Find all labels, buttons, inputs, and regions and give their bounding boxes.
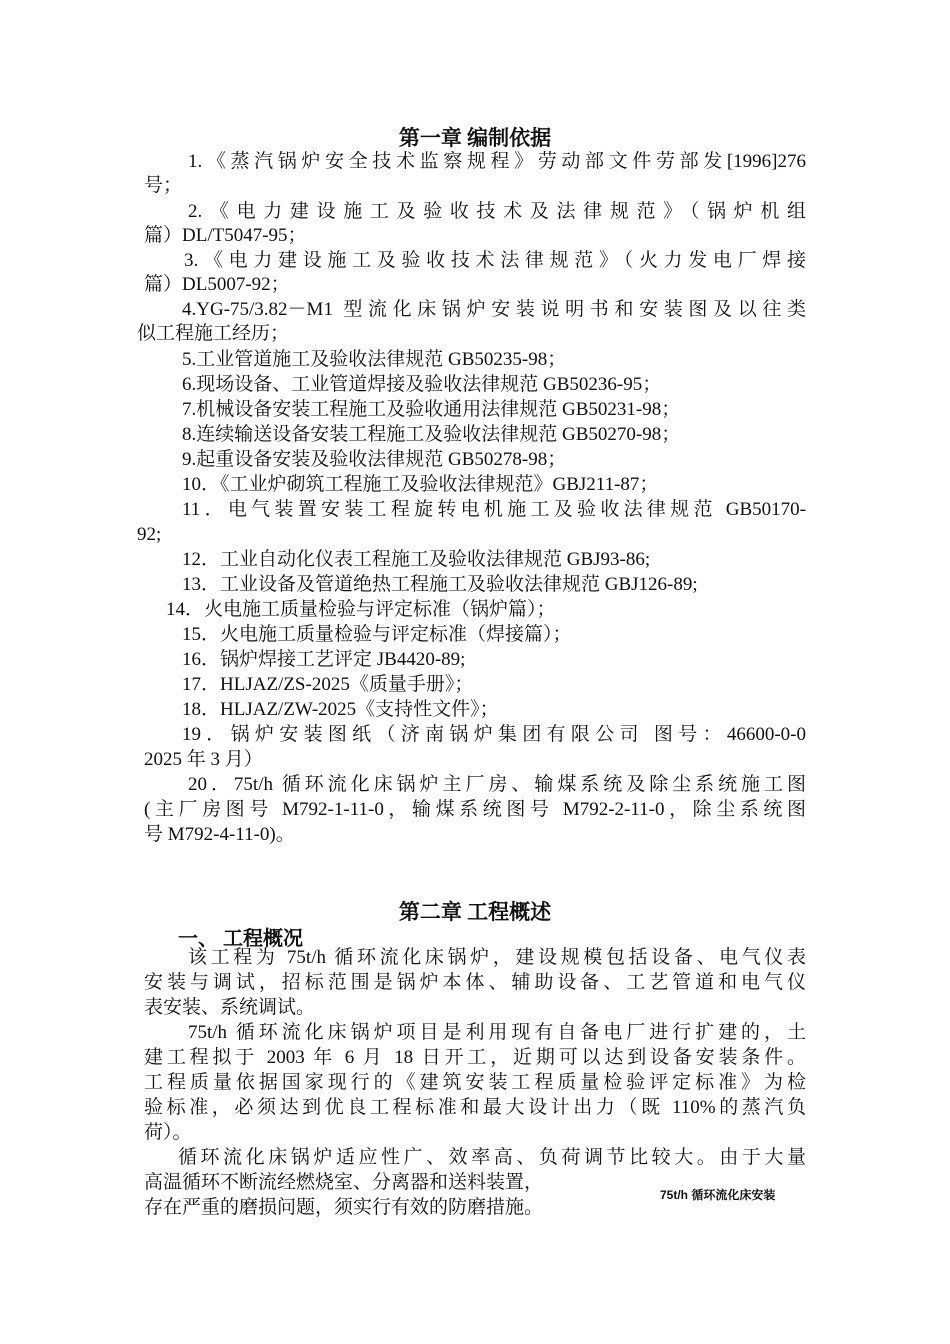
ref-line: 13．工业设备及管道绝热工程施工及验收法律规范 GBJ126-89; xyxy=(182,574,698,595)
ref-line: 12．工业自动化仪表工程施工及验收法律规范 GBJ93-86; xyxy=(182,549,651,570)
body-line: 荷）。 xyxy=(144,1122,192,1143)
body-line: 验标准，必须达到优良工程标准和最大设计出力（既 110%的蒸汽负 xyxy=(144,1097,806,1118)
ref-line: 9.起重设备安装及验收法律规范 GB50278-98； xyxy=(182,449,567,470)
body-line: 表安装、系统调试。 xyxy=(144,997,316,1018)
ref-line: 1.《蒸汽锅炉安全技术监察规程》劳动部文件劳部发[1996]276 xyxy=(188,151,806,172)
ref-line: 似工程施工经历； xyxy=(137,323,290,344)
ref-line: 篇）DL5007-92； xyxy=(144,274,290,295)
ref-line: 篇）DL/T5047-95； xyxy=(144,225,307,246)
body-line: 建工程拟于 2003 年 6 月 18 日开工，近期可以达到设备安装条件。 xyxy=(144,1047,806,1068)
section-heading: 一、 工程概况 xyxy=(178,928,303,950)
body-line: 高温循环不断流经燃烧室、分离器和送料装置， xyxy=(144,1172,544,1193)
ref-line: 10．《工业炉砌筑工程施工及验收法律规范》GBJ211-87； xyxy=(182,474,659,495)
ref-line: 3.《电力建设施工及验收技术法律规范》（火力发电厂焊接 xyxy=(184,250,806,271)
ref-line: 18．HLJAZ/ZW-2025《支持性文件》； xyxy=(182,699,499,720)
body-line: 安装与调试，招标范围是锅炉本体、辅助设备、工艺管道和电气仪 xyxy=(144,972,806,993)
ref-line: 号； xyxy=(144,175,183,196)
body-line: 循环流化床锅炉适应性广、效率高、负荷调节比较大。由于大量 xyxy=(178,1147,806,1168)
body-line: 工程质量依据国家现行的《建筑安装工程质量检验评定标准》为检 xyxy=(144,1072,806,1093)
ref-line: 4.YG-75/3.82－M1 型流化床锅炉安装说明书和安装图及以往类 xyxy=(182,299,806,320)
ref-line: 8.连续输送设备安装工程施工及验收法律规范 GB50270-98； xyxy=(182,424,681,445)
ref-line: 16．锅炉焊接工艺评定 JB4420-89; xyxy=(182,649,466,670)
body-line: 存在严重的磨损问题，须实行有效的防磨措施。 xyxy=(144,1197,544,1218)
ref-line: 2025 年 3 月） xyxy=(144,749,263,770)
ref-line: 19．锅炉安装图纸（济南锅炉集团有限公司 图号：46600-0-0 xyxy=(182,724,806,745)
side-note: 75t/h 循环流化床安装 xyxy=(660,1188,776,1202)
ref-line: 15．火电施工质量检验与评定标准（焊接篇）； xyxy=(182,624,572,645)
ref-line: 14．火电施工质量检验与评定标准（锅炉篇）； xyxy=(166,599,556,620)
ref-line: 号 M792-4-11-0)。 xyxy=(144,824,295,845)
ref-line: 11．电气装置安装工程旋转电机施工及验收法律规范 GB50170- xyxy=(182,499,806,520)
body-line: 75t/h 循环流化床锅炉项目是利用现有自备电厂进行扩建的，土 xyxy=(188,1022,806,1043)
chapter-2-title: 第二章 工程概述 xyxy=(398,900,552,924)
ref-line: 2.《电力建设施工及验收技术及法律规范》（锅炉机组 xyxy=(188,201,806,222)
body-line: 该工程为 75t/h 循环流化床锅炉，建设规模包括设备、电气仪表 xyxy=(188,947,806,968)
ref-line: 20．75t/h 循环流化床锅炉主厂房、输煤系统及除尘系统施工图 xyxy=(188,774,806,795)
ref-line: 17．HLJAZ/ZS-2025《质量手册》； xyxy=(182,674,474,695)
ref-line: 92; xyxy=(137,524,162,545)
ref-line: 5.工业管道施工及验收法律规范 GB50235-98； xyxy=(182,349,567,370)
ref-line: 6.现场设备、工业管道焊接及验收法律规范 GB50236-95； xyxy=(182,374,662,395)
chapter-1-title: 第一章 编制依据 xyxy=(398,126,552,150)
ref-line: (主厂房图号 M792-1-11-0，输煤系统图号 M792-2-11-0，除尘系统图 xyxy=(144,799,806,820)
ref-line: 7.机械设备安装工程施工及验收通用法律规范 GB50231-98； xyxy=(182,399,681,420)
